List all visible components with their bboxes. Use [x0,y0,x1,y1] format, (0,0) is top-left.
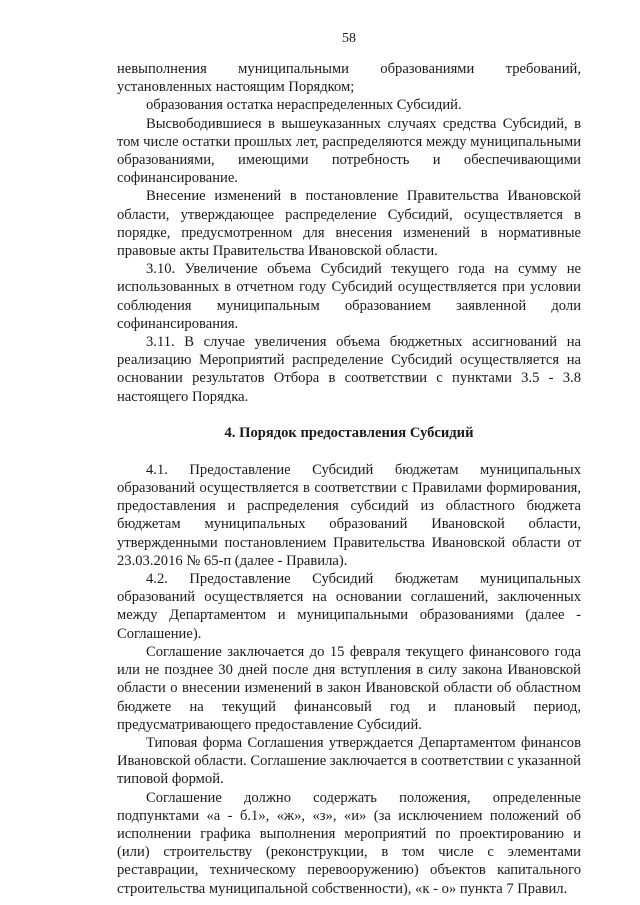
paragraph: Соглашение должно содержать положения, определенные подпунктами «а - б.1», «ж», «з», «и» (за исключением положений об исполнении графика выполнения мероприятий по проектированию и (или) строительству (реконструкции, в том числе с элементами реставрации, техническому перевооружению) объектов капитального строительства муниципальной собственности), «к - о» пункта 7 Правил. [117,789,581,897]
page-number: 58 [342,31,356,46]
section-heading: 4. Порядок предоставления Субсидий [224,424,474,441]
paragraph: Внесение изменений в постановление Правительства Ивановской области, утверждающее распределение Субсидий, осуществляется в порядке, предусмотренном для внесения изменений в нормативные правовые акты Правительства Ивановской области. [117,188,581,260]
text-before-heading [117,60,581,406]
paragraph: 4.2. Предоставление Субсидий бюджетам муниципальных образований осуществляется на основании соглашений, заключенных между Департаментом и муниципальными образованиями (далее - Соглашение). [117,571,581,642]
paragraph: 3.11. В случае увеличения объема бюджетных ассигнований на реализацию Мероприятий распределение Субсидий осуществляется на основании результатов Отбора в соответствии с пунктами 3.5 - 3.8 настоящего Порядка. [117,334,581,405]
paragraph: 4.1. Предоставление Субсидий бюджетам муниципальных образований осуществляется в соответствии с Правилами формирования, предоставления и распределения субсидий из областного бюджета бюджетам муниципальных образований Ивановской области, утвержденными постановлением Правительства Ивановской области от 23.03.2016 № 65-п (далее - Правила). [117,461,581,569]
paragraph: образования остатка нераспределенных Субсидий. [146,97,462,114]
document-page [117,30,581,898]
paragraph: Типовая форма Соглашения утверждается Департаментом финансов Ивановской области. Соглашение заключается в соответствии с указанной типовой формой. [117,734,581,788]
paragraph: Соглашение заключается до 15 февраля текущего финансового года или не позднее 30 дней после дня вступления в силу закона Ивановской области о внесении изменений в закон Ивановской области об областном бюджете на текущий финансовый год и плановый период, предусматривающего предоставление Субсидий. [117,643,581,733]
paragraph: 3.10. Увеличение объема Субсидий текущего года на сумму не использованных в отчетном году Субсидий осуществляется при условии соблюдения муниципальным образованием заявленной доли софинансирования. [117,261,581,332]
paragraph: невыполнения муниципальными образованиями требований, установленных настоящим Порядком; [117,61,581,96]
text-after-heading [117,461,581,898]
paragraph: Высвободившиеся в вышеуказанных случаях средства Субсидий, в том числе остатки прошлых лет, распределяются между муниципальными образованиями, имеющими потребность и обеспечивающими софинансирование. [117,115,581,187]
